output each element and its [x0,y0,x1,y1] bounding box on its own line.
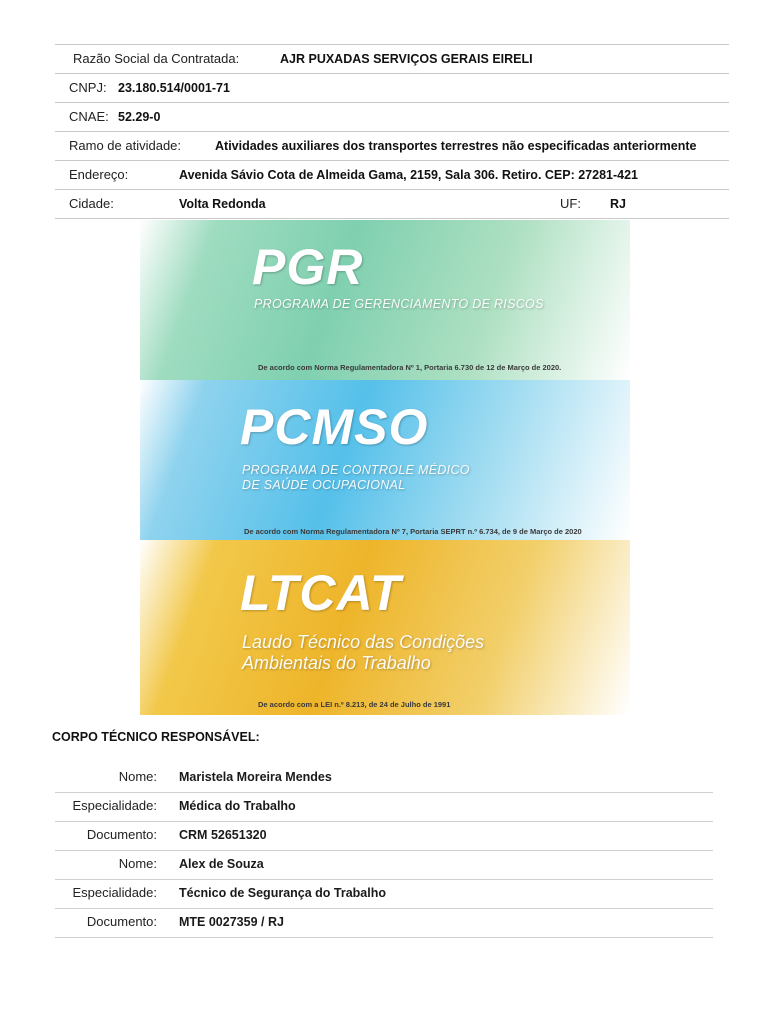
cidade-label: Cidade: [69,196,114,211]
ramo-atividade-label: Ramo de atividade: [69,138,182,153]
tech-row [55,909,713,938]
cnae-value: 52.29-0 [118,110,161,124]
tech-row [55,851,713,880]
pcmso-banner [140,380,630,540]
pgr-banner [140,220,630,380]
tech-row-value: MTE 0027359 / RJ [179,915,284,929]
ltcat-norm-text: De acordo com a LEI n.º 8.213, de 24 de Julho de 1991 [258,700,451,709]
company-info-table [55,44,729,219]
pcmso-subtitle-line2: DE SAÚDE OCUPACIONAL [242,478,406,492]
razao-social-value: AJR PUXADAS SERVIÇOS GERAIS EIRELI [280,52,533,66]
tech-row-value: Alex de Souza [179,857,264,871]
row-ramo-atividade [55,132,729,161]
tech-row [55,822,713,851]
endereco-label: Endereço: [69,167,129,182]
row-endereco [55,161,729,190]
pgr-subtitle: PROGRAMA DE GERENCIAMENTO DE RISCOS [254,297,544,311]
tech-row [55,764,713,793]
technical-staff-table [55,764,713,938]
tech-row-value: Maristela Moreira Mendes [179,770,332,784]
row-cnae [55,103,729,132]
tech-row-label: Especialidade: [72,798,157,813]
pcmso-acronym: PCMSO [240,399,429,455]
ltcat-subtitle-line2: Ambientais do Trabalho [242,653,431,673]
row-razao-social [55,44,729,74]
endereco-value: Avenida Sávio Cota de Almeida Gama, 2159, Sala 306. Retiro. CEP: 27281-421 [179,168,639,182]
pcmso-norm-text: De acordo com Norma Regulamentadora Nº 7, Portaria SEPRT n.º 6.734, de 9 de Março de 2020 [244,527,582,536]
ltcat-acronym: LTCAT [240,565,402,621]
cnpj-value: 23.180.514/0001-71 [118,81,230,95]
ltcat-subtitle-line1: Laudo Técnico das Condições [242,632,485,652]
tech-row-label: Especialidade: [72,885,157,900]
technical-staff-title: CORPO TÉCNICO RESPONSÁVEL: [52,730,260,744]
tech-row-label: Nome: [118,856,157,871]
row-cnpj [55,74,729,103]
pgr-acronym: PGR [252,239,364,295]
cnpj-label: CNPJ: [69,80,107,95]
razao-social-label: Razão Social da Contratada: [73,51,240,66]
tech-row [55,793,713,822]
cnae-label: CNAE: [69,109,109,124]
tech-row-value: Médica do Trabalho [179,799,296,813]
pgr-norm-text: De acordo com Norma Regulamentadora Nº 1, Portaria 6.730 de 12 de Março de 2020. [258,363,562,372]
tech-row [55,880,713,909]
ltcat-banner [140,540,630,715]
tech-row-value: Técnico de Segurança do Trabalho [179,886,386,900]
cidade-value: Volta Redonda [179,197,266,211]
uf-value: RJ [610,197,626,211]
tech-row-label: Documento: [86,827,157,842]
tech-row-label: Documento: [86,914,157,929]
tech-row-value: CRM 52651320 [179,828,267,842]
pcmso-subtitle-line1: PROGRAMA DE CONTROLE MÉDICO [242,463,470,477]
tech-row-label: Nome: [118,769,157,784]
uf-label: UF: [560,196,581,211]
ramo-atividade-value: Atividades auxiliares dos transportes terrestres não especificadas anteriormente [215,139,697,153]
row-cidade [55,190,729,219]
